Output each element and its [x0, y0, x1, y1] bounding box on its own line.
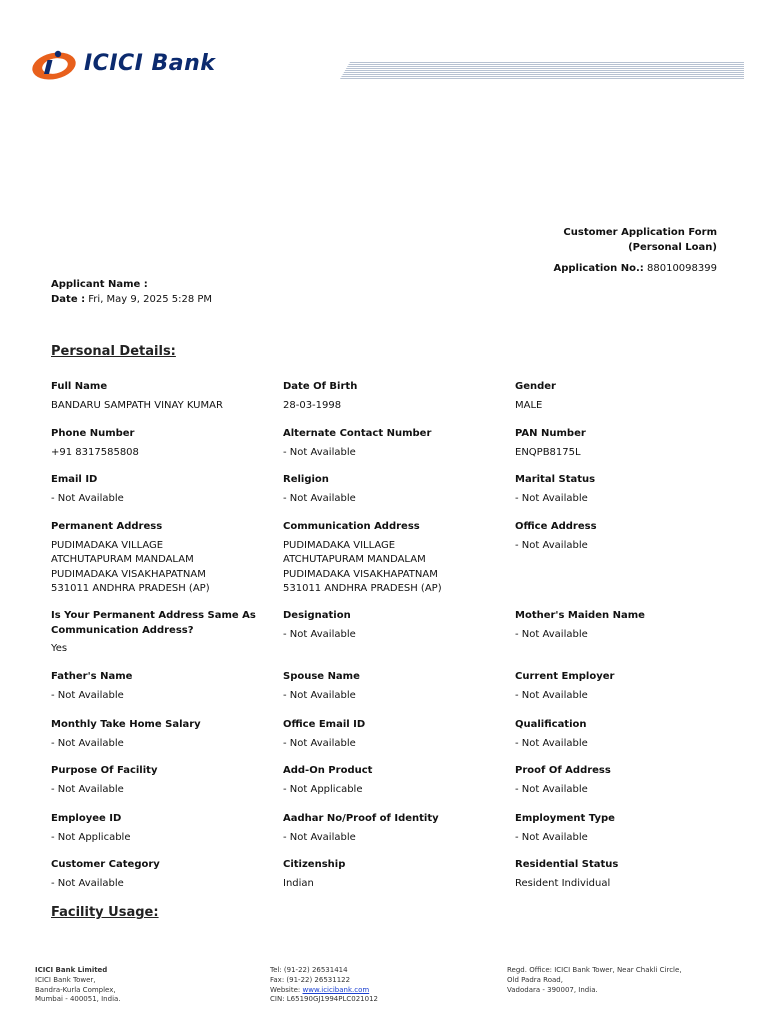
applicant-name-label: Applicant Name :	[51, 279, 148, 290]
field-value: - Not Available	[515, 539, 588, 551]
field-value: Yes	[51, 643, 68, 654]
footer-office-line: Old Padra Road,	[507, 975, 563, 984]
bank-logo	[30, 46, 215, 82]
footer-cin: CIN: L65190GJ1994PLC021012	[270, 995, 378, 1004]
field-value: - Not Applicable	[51, 831, 131, 843]
field-label: Proof Of Address	[515, 765, 611, 776]
application-number-value: 88010098399	[647, 263, 717, 274]
footer-company	[35, 966, 121, 1005]
header-stripes	[340, 62, 744, 79]
field-current-employer	[515, 670, 735, 703]
field-label: Marital Status	[515, 474, 596, 485]
field-designation	[283, 609, 503, 642]
field-label: Full Name	[51, 381, 108, 392]
field-purpose-of-facility	[51, 764, 271, 797]
field-label: Gender	[515, 381, 556, 392]
field-label: Qualification	[515, 719, 587, 730]
field-value: BANDARU SAMPATH VINAY KUMAR	[51, 399, 223, 411]
field-label: Monthly Take Home Salary	[51, 719, 201, 730]
footer-company-line: ICICI Bank Tower,	[35, 975, 96, 984]
field-label: Father's Name	[51, 671, 133, 682]
field-gender	[515, 380, 735, 413]
field-label: Communication Address	[283, 521, 420, 532]
application-number-label: Application No.:	[553, 263, 644, 274]
field-value: - Not Available	[283, 831, 356, 843]
field-residential-status	[515, 858, 735, 891]
field-value: - Not Available	[283, 689, 356, 701]
field-office-email-id	[283, 718, 503, 751]
field-father-s-name	[51, 670, 271, 703]
field-value: - Not Available	[51, 689, 124, 701]
field-value: PUDIMADAKA VILLAGE ATCHUTAPURAM MANDALAM PUDIMADAKA VISAKHAPATNAM 531011 ANDHRA PRADESH (AP)	[51, 539, 210, 594]
date-label: Date :	[51, 294, 86, 305]
field-value: Resident Individual	[515, 877, 611, 889]
footer-company-line: Mumbai - 400051, India.	[35, 995, 121, 1004]
logo-icon	[30, 46, 82, 82]
field-label: Customer Category	[51, 859, 160, 870]
date-value: Fri, May 9, 2025 5:28 PM	[88, 294, 213, 305]
field-qualification	[515, 718, 735, 751]
footer-company-line: Bandra-Kurla Complex,	[35, 985, 116, 994]
field-value: - Not Available	[515, 628, 588, 640]
field-marital-status	[515, 473, 735, 506]
field-citizenship	[283, 858, 503, 891]
field-value: PUDIMADAKA VILLAGE ATCHUTAPURAM MANDALAM PUDIMADAKA VISAKHAPATNAM 531011 ANDHRA PRADESH (AP)	[283, 539, 442, 594]
field-value: - Not Available	[515, 831, 588, 843]
field-is-your-permanent-address-same-as-communication-address	[51, 609, 271, 657]
field-value: Indian	[283, 877, 314, 889]
field-label: Phone Number	[51, 428, 135, 439]
field-label: Residential Status	[515, 859, 619, 870]
personal-details-heading: Personal Details:	[51, 344, 176, 359]
field-label: Religion	[283, 474, 329, 485]
field-communication-address	[283, 520, 503, 597]
field-phone-number	[51, 427, 271, 460]
field-label: PAN Number	[515, 428, 586, 439]
field-permanent-address	[51, 520, 271, 597]
field-date-of-birth	[283, 380, 503, 413]
form-title-line1: Customer Application Form	[563, 227, 717, 238]
field-value: ENQPB8175L	[515, 446, 581, 458]
field-value: - Not Available	[51, 737, 124, 749]
field-value: - Not Available	[283, 492, 356, 504]
field-proof-of-address	[515, 764, 735, 797]
field-religion	[283, 473, 503, 506]
footer-website-link[interactable]: www.icicibank.com	[302, 985, 370, 994]
field-value: - Not Available	[51, 492, 124, 504]
field-value: - Not Available	[515, 783, 588, 795]
field-add-on-product	[283, 764, 503, 797]
field-alternate-contact-number	[283, 427, 503, 460]
field-label: Add-On Product	[283, 765, 373, 776]
field-customer-category	[51, 858, 271, 891]
footer-fax: Fax: (91-22) 26531122	[270, 975, 351, 984]
field-value: - Not Available	[283, 446, 356, 458]
field-value: - Not Available	[515, 737, 588, 749]
field-value: - Not Available	[283, 737, 356, 749]
field-label: Is Your Permanent Address Same As Communication Address?	[51, 610, 256, 636]
field-value: - Not Available	[51, 783, 124, 795]
facility-usage-heading: Facility Usage:	[51, 905, 159, 920]
field-label: Citizenship	[283, 859, 346, 870]
field-label: Designation	[283, 610, 351, 621]
field-label: Aadhar No/Proof of Identity	[283, 813, 439, 824]
field-label: Email ID	[51, 474, 98, 485]
field-employee-id	[51, 812, 271, 845]
field-office-address	[515, 520, 735, 553]
field-value: MALE	[515, 399, 543, 411]
field-employment-type	[515, 812, 735, 845]
bank-name: ICICI Bank	[84, 51, 216, 76]
field-value: - Not Available	[51, 877, 124, 889]
footer-tel: Tel: (91-22) 26531414	[270, 966, 348, 974]
field-label: Office Email ID	[283, 719, 366, 730]
footer-office-line: Vadodara - 390007, India.	[507, 985, 598, 994]
field-value: - Not Available	[515, 689, 588, 701]
field-label: Office Address	[515, 521, 597, 532]
footer-company-name: ICICI Bank Limited	[35, 966, 108, 974]
form-title	[563, 226, 717, 255]
field-label: Alternate Contact Number	[283, 428, 432, 439]
field-value: - Not Available	[515, 492, 588, 504]
field-monthly-take-home-salary	[51, 718, 271, 751]
field-spouse-name	[283, 670, 503, 703]
field-label: Date Of Birth	[283, 381, 358, 392]
field-value: - Not Applicable	[283, 783, 363, 795]
footer-contact	[270, 966, 378, 1005]
field-label: Permanent Address	[51, 521, 163, 532]
field-label: Employment Type	[515, 813, 615, 824]
field-email-id	[51, 473, 271, 506]
footer-website-label: Website:	[270, 985, 303, 994]
application-number	[554, 263, 718, 274]
field-value: 28-03-1998	[283, 399, 342, 411]
field-aadhar-no-proof-of-identity	[283, 812, 503, 845]
footer-registered-office	[507, 966, 682, 995]
field-value: +91 8317585808	[51, 446, 139, 458]
field-label: Mother's Maiden Name	[515, 610, 645, 621]
field-full-name	[51, 380, 271, 413]
field-mother-s-maiden-name	[515, 609, 735, 642]
field-label: Employee ID	[51, 813, 122, 824]
field-label: Purpose Of Facility	[51, 765, 158, 776]
field-value: - Not Available	[283, 628, 356, 640]
form-title-line2: (Personal Loan)	[628, 241, 717, 253]
footer-office-line: Regd. Office: ICICI Bank Tower, Near Chakli Circle,	[507, 966, 682, 974]
document-header	[0, 0, 768, 110]
applicant-info	[51, 277, 212, 307]
field-label: Spouse Name	[283, 671, 360, 682]
field-label: Current Employer	[515, 671, 615, 682]
field-pan-number	[515, 427, 735, 460]
